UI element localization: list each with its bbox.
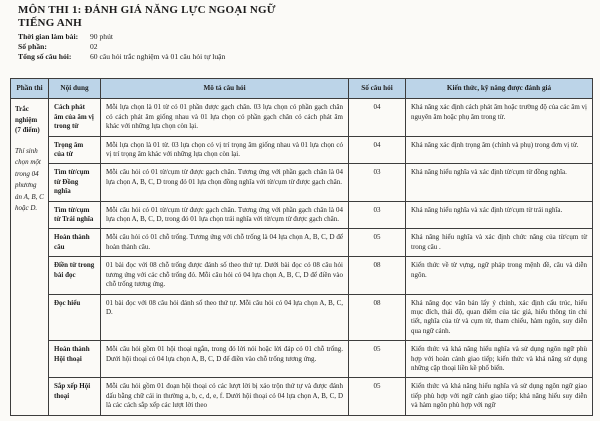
cell-content: Tìm từ/cụm từ Trái nghĩa [49, 201, 101, 229]
cell-skills: Khả năng xác định cách phát âm hoặc trường độ của các âm vị nguyên âm hoặc phụ âm trong từ. [406, 99, 593, 136]
cell-question-count: 03 [349, 201, 406, 229]
table-row [11, 378, 593, 415]
cell-question-count: 04 [349, 99, 406, 136]
cell-description: Mỗi câu hỏi gồm 01 đoạn hội thoại có các lượt lời bị xáo trộn thứ tự và được đánh dấu bằng chữ cái in thường a, b, c, d, e, f. Dưới hội thoại có 04 lựa chọn A, B, C, D là các cách sắp xếp các lượt lời theo [101, 378, 349, 415]
info-row-total-questions [18, 52, 225, 62]
cell-exam-part [11, 99, 49, 415]
cell-content: Cách phát âm của âm vị trong từ [49, 99, 101, 136]
table-row [11, 341, 593, 378]
info-row-parts [18, 42, 225, 52]
page-subtitle: TIẾNG ANH [18, 17, 82, 29]
column-header-skills: Kiến thức, kỹ năng được đánh giá [406, 79, 593, 99]
info-value: 60 câu hỏi trắc nghiệm và 01 câu hỏi tự luận [90, 52, 226, 62]
cell-description: Mỗi lựa chọn là 01 từ có 01 phần được gạch chân. 03 lựa chọn có phần gạch chân có cách phát âm giống nhau và 01 lựa chọn có phần gạch chân có cách phát âm khác với những lựa chọn còn lại. [101, 99, 349, 136]
table-header [11, 79, 593, 99]
cell-question-count: 03 [349, 164, 406, 201]
column-header-count: Số câu hỏi [349, 79, 406, 99]
cell-skills: Khả năng hiểu nghĩa và xác định chức năng của từ/cụm từ trong câu . [406, 229, 593, 257]
cell-content: Hoàn thành câu [49, 229, 101, 257]
cell-skills: Khả năng hiểu nghĩa và xác định từ/cụm từ trái nghĩa. [406, 201, 593, 229]
column-header-content: Nội dung [49, 79, 101, 99]
table-row [11, 164, 593, 201]
cell-skills: Kiến thức và khả năng hiểu nghĩa và sử dụng ngôn ngữ giao tiếp phù hợp với ngữ cảnh giao tiếp; khả năng hiểu suy diễn và hàm ngôn phù hợp với ngữ [406, 378, 593, 415]
cell-content: Đọc hiểu [49, 294, 101, 341]
column-header-description: Mô tả câu hỏi [101, 79, 349, 99]
table-row [11, 294, 593, 341]
cell-description: Mỗi câu hỏi có 01 từ/cụm từ được gạch chân. Tương ứng với phần gạch chân là 04 lựa chọn A, B, C, D trong đó 01 lựa chọn đồng nghĩa với từ/cụm từ được gạch chân. [101, 164, 349, 201]
cell-question-count: 05 [349, 229, 406, 257]
cell-content: Điền từ trong bài đọc [49, 257, 101, 294]
cell-content: Hoàn thành Hội thoại [49, 341, 101, 378]
page-title: MÔN THI 1: ĐÁNH GIÁ NĂNG LỰC NGOẠI NGỮ [18, 4, 276, 16]
cell-question-count: 05 [349, 341, 406, 378]
cell-skills: Khả năng hiểu nghĩa và xác định từ/cụm từ đồng nghĩa. [406, 164, 593, 201]
cell-description: 01 bài đọc với 08 câu hỏi đánh số theo thứ tự. Mỗi câu hỏi có 04 lựa chọn A, B, C, D. [101, 294, 349, 341]
exam-info-block [18, 32, 225, 63]
exam-part-note: Thí sinh chọn một trong 04 phương án A, B, C hoặc D. [15, 146, 44, 213]
info-label: Tổng số câu hỏi: [18, 52, 72, 62]
table-row [11, 99, 593, 136]
cell-description: Mỗi câu hỏi có 01 chỗ trống. Tương ứng với chỗ trống là 04 lựa chọn A, B, C, D để hoàn thành câu. [101, 229, 349, 257]
table-row [11, 136, 593, 164]
cell-skills: Kiến thức và khả năng hiểu nghĩa và sử dụng ngôn ngữ phù hợp với hoàn cảnh giao tiếp; kiến thức và khả năng sử dụng những cặp thoại liền kề phổ biến. [406, 341, 593, 378]
cell-skills: Kiến thức về từ vựng, ngữ pháp trong mệnh đề, câu và diễn ngôn. [406, 257, 593, 294]
cell-skills: Khả năng xác định trọng âm (chính và phụ) trong đơn vị từ. [406, 136, 593, 164]
cell-description: Mỗi câu hỏi gồm 01 hội thoại ngắn, trong đó lời nói hoặc lời đáp có 01 chỗ trống. Dưới hội thoại có 04 lựa chọn A, B, C, D để điền vào chỗ trống tương ứng. [101, 341, 349, 378]
table-row [11, 257, 593, 294]
cell-content: Tìm từ/cụm từ Đồng nghĩa [49, 164, 101, 201]
cell-description: 01 bài đọc với 08 chỗ trống được đánh số theo thứ tự. Dưới bài đọc có 08 câu hỏi tương ứng với các chỗ trống đó. Mỗi câu hỏi có 04 lựa chọn A, B, C, D để điền vào chỗ trống tương ứng. [101, 257, 349, 294]
info-value: 90 phút [90, 32, 113, 41]
cell-question-count: 04 [349, 136, 406, 164]
cell-description: Mỗi lựa chọn là 01 từ. 03 lựa chọn có vị trí trọng âm giống nhau và 01 lựa chọn có vị trí trọng âm khác với những lựa chọn còn lại. [101, 136, 349, 164]
info-value: 02 [90, 42, 98, 52]
table-body [11, 99, 593, 415]
cell-skills: Khả năng đọc văn bản lấy ý chính, xác định cấu trúc, hiểu mục đích, thái độ, quan điểm của tác giả, hiểu thông tin chi tiết, nghĩa của từ và cụm từ, tham chiếu, hàm ngôn, suy diễn qua ngữ cảnh. [406, 294, 593, 341]
column-header-part: Phần thi [11, 79, 49, 99]
cell-content: Trọng âm của từ [49, 136, 101, 164]
info-label: Số phần: [18, 42, 47, 52]
cell-question-count: 08 [349, 257, 406, 294]
table-row [11, 229, 593, 257]
table-row [11, 201, 593, 229]
exam-spec-table [10, 78, 593, 416]
cell-question-count: 08 [349, 294, 406, 341]
info-row-duration [18, 32, 225, 42]
cell-question-count: 05 [349, 378, 406, 415]
cell-content: Sắp xếp Hội thoại [49, 378, 101, 415]
info-label: Thời gian làm bài: [18, 32, 79, 41]
cell-description: Mỗi câu hỏi có 01 từ/cụm từ được gạch chân. Tương ứng với phần gạch chân là 04 lựa chọn A, B, C, D, trong đó 01 lựa chọn trái nghĩa với từ/cụm từ được gạch chân. [101, 201, 349, 229]
exam-part-name: Trắc nghiệm (7 điểm) [15, 105, 40, 135]
